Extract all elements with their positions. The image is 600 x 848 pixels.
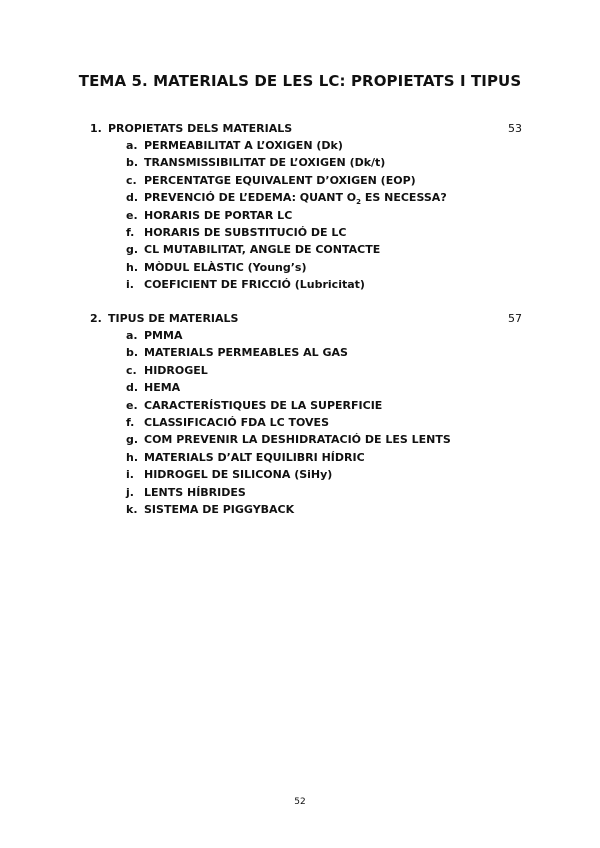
item-letter: b. [126, 346, 139, 360]
item-letter: i. [126, 468, 134, 482]
item-text: HEMA [144, 381, 181, 395]
toc-item[interactable] [90, 484, 522, 501]
item-text: PREVENCIÓ DE L’EDEMA: QUANT O [144, 191, 357, 205]
toc-item[interactable] [90, 397, 522, 414]
toc-section-tipus [90, 310, 522, 518]
toc-section-heading[interactable] [90, 120, 522, 137]
item-letter: a. [126, 139, 138, 152]
toc-item[interactable] [90, 172, 522, 189]
toc-section-propietats [90, 120, 522, 294]
item-text: COM PREVENIR LA DESHIDRATACIÓ DE LES LENTS [144, 433, 451, 447]
section-page-number: 53 [508, 122, 522, 135]
item-letter: g. [126, 433, 139, 447]
toc-item[interactable] [90, 379, 522, 396]
toc-section-heading[interactable] [90, 310, 522, 327]
toc-item[interactable] [90, 449, 522, 466]
toc-item[interactable] [90, 466, 522, 483]
item-letter: g. [126, 243, 139, 257]
item-text: HIDROGEL DE SILICONA (SiHy) [144, 468, 333, 482]
item-letter: b. [126, 156, 139, 170]
item-letter: d. [126, 191, 139, 205]
item-text: MÒDUL ELÀSTIC (Young’s) [144, 260, 307, 274]
item-letter: f. [126, 415, 135, 429]
item-letter: c. [126, 173, 137, 187]
item-text: PMMA [144, 329, 183, 342]
toc-item[interactable] [90, 414, 522, 431]
section-number: 2. [90, 312, 102, 325]
item-text: HORARIS DE PORTAR LC [144, 208, 293, 222]
item-text: HORARIS DE SUBSTITUCIÓ DE LC [144, 225, 347, 239]
item-letter: e. [126, 208, 138, 222]
toc-item-list [90, 137, 522, 294]
toc-item[interactable] [90, 431, 522, 448]
item-text: LENTS HÍBRIDES [144, 485, 246, 499]
section-heading-text: TIPUS DE MATERIALS [108, 312, 239, 325]
item-letter: a. [126, 329, 138, 342]
toc-item[interactable] [90, 362, 522, 379]
item-text: SISTEMA DE PIGGYBACK [144, 502, 295, 516]
item-letter: e. [126, 398, 138, 412]
toc-item[interactable] [90, 259, 522, 276]
section-heading-text: PROPIETATS DELS MATERIALS [108, 122, 293, 135]
item-text: HIDROGEL [144, 363, 208, 377]
item-text: MATERIALS PERMEABLES AL GAS [144, 346, 348, 360]
item-text-continued: ES NECESSA? [361, 191, 447, 205]
toc-item[interactable] [90, 327, 522, 344]
item-text: MATERIALS D’ALT EQUILIBRI HÍDRIC [144, 450, 365, 464]
section-number: 1. [90, 122, 102, 135]
page-title: TEMA 5. MATERIALS DE LES LC: PROPIETATS I TIPUS [78, 72, 522, 90]
item-subscript: 2 [356, 198, 362, 207]
item-text: TRANSMISSIBILITAT DE L’OXIGEN (Dk/t) [144, 156, 386, 170]
item-letter: k. [126, 502, 138, 516]
page-number-footer: 52 [294, 797, 306, 807]
item-letter: c. [126, 363, 137, 377]
item-letter: i. [126, 278, 134, 292]
item-text: PERCENTATGE EQUIVALENT D’OXIGEN (EOP) [144, 173, 416, 187]
toc-item[interactable] [90, 501, 522, 518]
toc-item[interactable] [90, 344, 522, 361]
toc-item[interactable] [90, 276, 522, 293]
toc-item-list [90, 327, 522, 518]
item-letter: f. [126, 225, 135, 239]
toc-item[interactable] [90, 241, 522, 258]
item-letter: h. [126, 260, 139, 274]
item-text: CARACTERÍSTIQUES DE LA SUPERFICIE [144, 398, 383, 412]
item-letter: h. [126, 450, 139, 464]
item-text: CLASSIFICACIÓ FDA LC TOVES [144, 415, 329, 429]
item-text: PERMEABILITAT A L’OXIGEN (Dk) [144, 139, 343, 152]
section-page-number: 57 [508, 312, 522, 325]
toc-item[interactable] [90, 207, 522, 224]
toc-item[interactable] [90, 224, 522, 241]
toc-item[interactable] [90, 189, 522, 206]
item-text: COEFICIENT DE FRICCIÓ (Lubricitat) [144, 278, 365, 292]
item-letter: j. [126, 485, 134, 499]
item-letter: d. [126, 381, 139, 395]
item-text: CL MUTABILITAT, ANGLE DE CONTACTE [144, 243, 381, 257]
toc-item[interactable] [90, 154, 522, 171]
toc-item[interactable] [90, 137, 522, 154]
